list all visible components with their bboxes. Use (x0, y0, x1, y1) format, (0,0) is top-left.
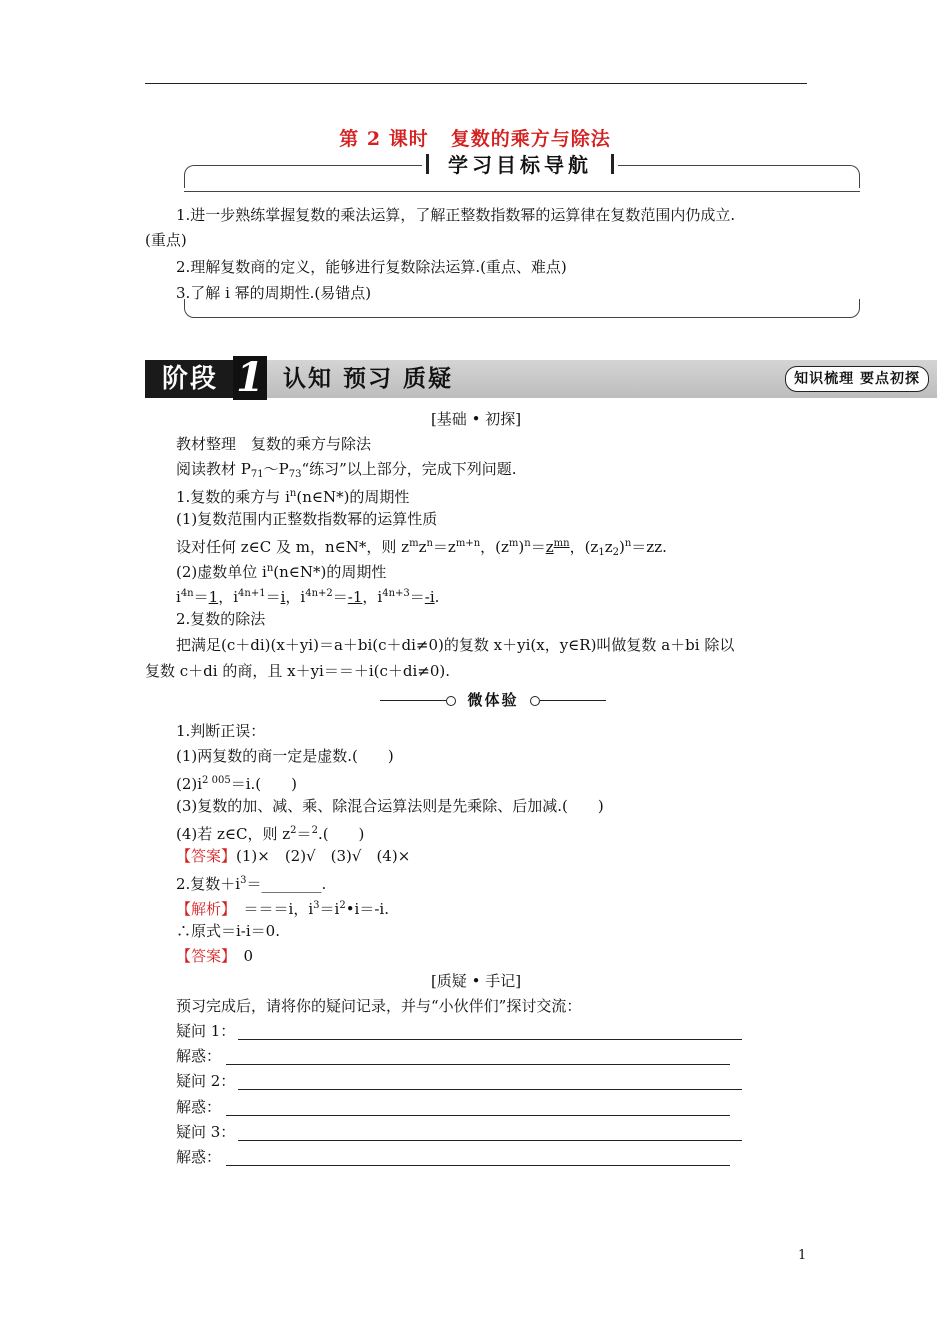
s1-p1-rule: 设对任何 z∈C 及 m，n∈N*，则 $z^mz^n=z^{m+n}$，$(z^m)^n=z^{mn}$，$(z_1z_2)^n=zz$. (176, 538, 667, 558)
micro-divider (380, 690, 606, 710)
micro-title: 微体验 (467, 691, 519, 709)
section-basic: [基础 • 初探] (430, 410, 522, 428)
answer-2: 【答案】 0 (176, 947, 254, 965)
jiexi-label: 【解析】 (176, 900, 229, 918)
goal-item-1: 1.进一步熟练掌握复数的乘法运算，了解正整数指数幂的运算律在复数范围内仍成立. (176, 206, 736, 224)
qa-label-2: 解惑： (176, 1047, 222, 1065)
title-lesson: 第 2 课时 (339, 128, 429, 150)
jiexi: 【解析】 ＝＝＝i，$i^3=i^2•i=-i$. (176, 900, 389, 918)
period-values: $i^{4n}=1$，$i^{4n+1}=i$，$i^{4n+2}=-1$，$i^{4n+3}=-i$. (176, 588, 440, 606)
goal-item-3: 3.了解 i 幂的周期性.(易错点) (176, 284, 372, 302)
title-topic: 复数的乘方与除法 (450, 128, 611, 150)
stage-title: 认知 预习 质疑 (283, 366, 454, 392)
reading-instruction: 阅读教材 $P_{71}\sim P_{73}“$练习”以上部分，完成下列问题. (176, 460, 517, 480)
section-zhiyi: [质疑 • 手记] (430, 972, 522, 990)
qa-blank-3[interactable] (238, 1089, 742, 1090)
stage-prefix: 阶段 (145, 360, 235, 398)
s1-p1: (1)复数范围内正整数指数幂的运算性质 (176, 510, 438, 528)
zhiyi-intro: 预习完成后，请将你的疑问记录，并与“小伙伴们”探讨交流： (176, 997, 582, 1015)
qa-label-4: 解惑： (176, 1098, 222, 1116)
qa-label-3: 疑问 2： (176, 1072, 236, 1090)
qa-label-6: 解惑： (176, 1148, 222, 1166)
stage-tag: 知识梳理 要点初探 (785, 366, 929, 392)
header-rule (145, 83, 807, 84)
s2-line1: 把满足(c＋di)(x＋yi)＝a＋bi(c＋di≠0)的复数 x＋yi(x，y∈R)叫做复数 a＋bi 除以 (176, 636, 735, 654)
stage-number: 1 (233, 356, 267, 400)
qa-blank-6[interactable] (226, 1165, 730, 1166)
page-title (0, 124, 950, 151)
answer-label-2: 【答案】 (176, 947, 229, 965)
therefore: ∴原式＝i-i＝0. (176, 922, 280, 940)
q2: 2.复数$+i^3=\_\_\_\_\_\_\_\_$. (176, 875, 327, 893)
answer-label: 【答案】 (176, 847, 237, 865)
qa-blank-1[interactable] (238, 1039, 742, 1040)
page-number: 1 (798, 1248, 807, 1263)
q1-1: (1)两复数的商一定是虚数.( ) (176, 747, 394, 765)
s2-title: 2.复数的除法 (176, 610, 266, 628)
jiaocai-heading: 教材整理 复数的乘方与除法 (176, 435, 372, 453)
s2-line2: 复数 c＋di 的商，且 x＋yi＝＝＋i(c＋di≠0). (145, 662, 451, 680)
answer-1: 【答案】(1)× (2)√ (3)√ (4)× (176, 847, 411, 865)
goal-item-1-cont: (重点) (145, 231, 187, 249)
qa-blank-2[interactable] (226, 1064, 730, 1065)
stage-banner (145, 354, 937, 401)
qa-label-1: 疑问 1： (176, 1022, 236, 1040)
qa-blank-4[interactable] (226, 1115, 730, 1116)
goal-item-2: 2.理解复数商的定义，能够进行复数除法运算.(重点、难点) (176, 258, 567, 276)
q1-4: (4)若 z∈C，则 $z^2=^2$.( ) (176, 825, 365, 843)
s1-p2: (2)虚数单位 $i^n(n\in N*)$的周期性 (176, 563, 387, 581)
q1-2: $(2)i^{2 005}=i$.( ) (176, 775, 297, 793)
qa-blank-5[interactable] (238, 1140, 742, 1141)
q1-3: (3)复数的加、减、乘、除混合运算法则是先乘除、后加减.( ) (176, 797, 604, 815)
goal-label: 学习目标导航 (422, 150, 618, 180)
qa-label-5: 疑问 3： (176, 1123, 236, 1141)
q1: 1.判断正误： (176, 722, 266, 740)
s1-title: 1.复数的乘方与 $i^n(n\in N*)$的周期性 (176, 488, 410, 506)
